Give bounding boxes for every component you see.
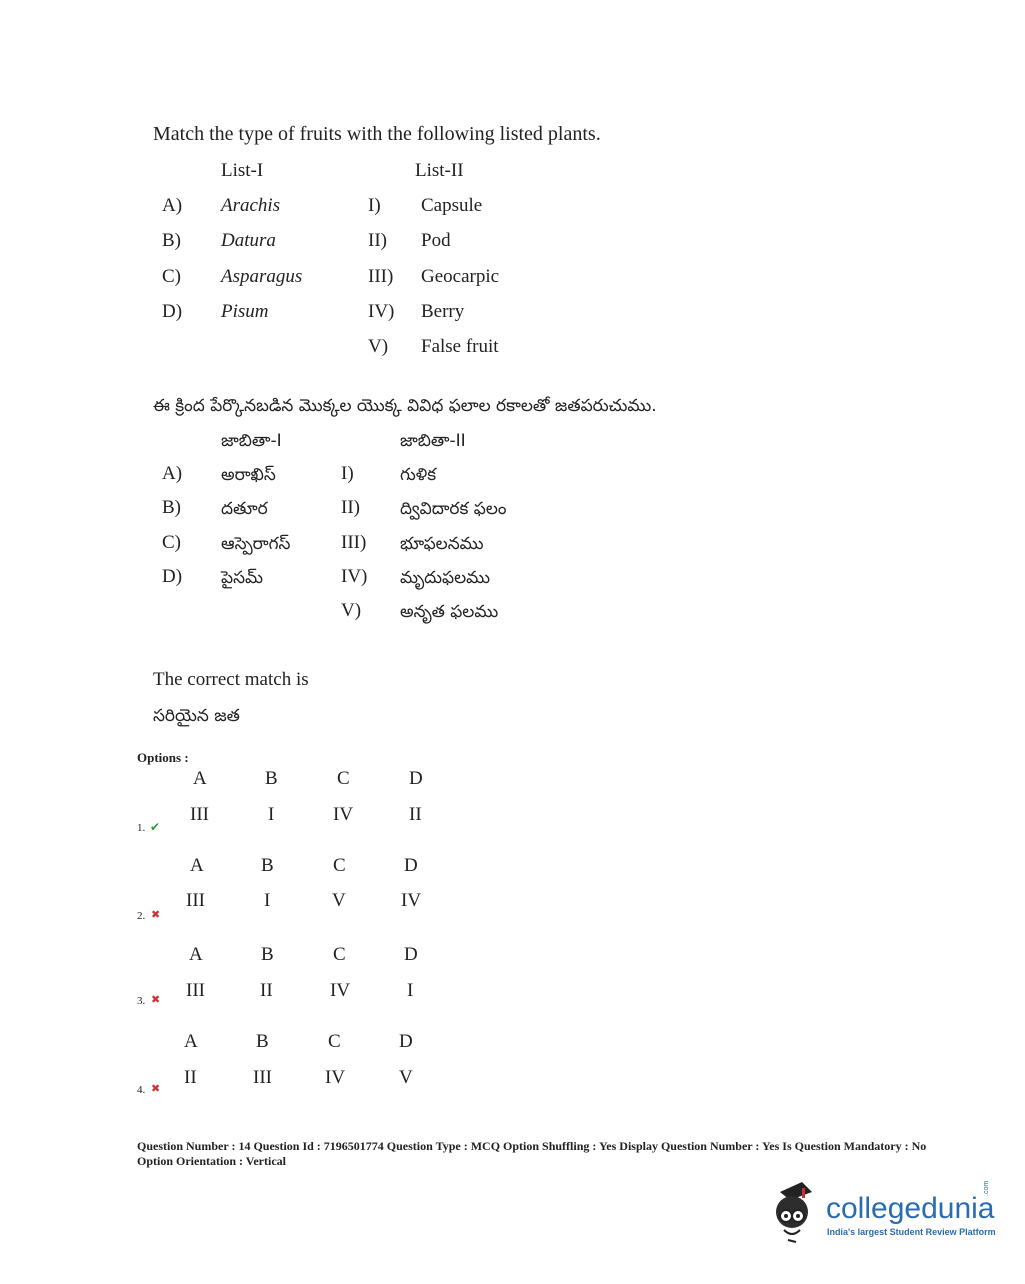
list1-item-telugu: పైసమ్	[221, 568, 264, 588]
option-value: II	[409, 804, 422, 825]
cross-icon: ✖	[151, 1083, 161, 1095]
list1-header: List-I	[221, 160, 264, 181]
mascot-icon	[766, 1178, 824, 1244]
list1-header-telugu: జాబితా-I	[221, 431, 282, 451]
option-header: D	[404, 855, 418, 876]
list2-header-telugu: జాబితా-II	[400, 431, 466, 451]
option-value: III	[186, 980, 205, 1001]
option-value: IV	[325, 1067, 346, 1088]
option-header: A	[189, 944, 203, 965]
option-number: 1.	[137, 822, 146, 834]
list2-item-telugu: మృదుఫలము	[400, 568, 491, 588]
list1-item: Asparagus	[221, 266, 303, 287]
list1-item: Datura	[221, 230, 276, 251]
option-header: C	[328, 1031, 341, 1052]
option-value: III	[186, 890, 205, 911]
list2-item-telugu: గుళిక	[400, 465, 437, 485]
list2-label: I)	[368, 195, 381, 216]
list1-item: Pisum	[221, 301, 269, 322]
option-header: C	[333, 855, 346, 876]
option-header: C	[337, 768, 350, 789]
option-value: I	[268, 804, 275, 825]
list2-item: False fruit	[421, 336, 499, 357]
option-header: D	[399, 1031, 413, 1052]
option-value: II	[184, 1067, 197, 1088]
option-header: D	[409, 768, 423, 789]
option-header: B	[265, 768, 278, 789]
option-value: III	[253, 1067, 272, 1088]
list1-label: A)	[162, 195, 183, 216]
logo-name: collegedunia	[826, 1192, 995, 1225]
option-header: B	[256, 1031, 269, 1052]
list1-label: D)	[162, 301, 183, 322]
list2-label: IV)	[368, 301, 395, 322]
list1-item: Arachis	[221, 195, 281, 216]
check-icon: ✔	[150, 820, 161, 834]
list2-item: Berry	[421, 301, 465, 322]
list2-label-telugu: V)	[341, 600, 362, 621]
option-header: B	[261, 944, 274, 965]
option-number: 3.	[137, 995, 146, 1007]
cross-icon: ✖	[151, 909, 161, 921]
list1-item-telugu: దతూర	[221, 499, 268, 519]
option-header: B	[261, 855, 274, 876]
option-value: I	[264, 890, 271, 911]
list2-label: II)	[368, 230, 387, 251]
option-value: III	[190, 804, 209, 825]
list2-label-telugu: IV)	[341, 566, 368, 587]
correct-match-prompt: The correct match is	[153, 669, 309, 690]
option-value: V	[332, 890, 346, 911]
options-label: Options :	[137, 750, 189, 765]
option-number: 2.	[137, 910, 146, 922]
list1-item-telugu: అరాఖిస్	[221, 465, 276, 485]
logo-suffix: .com	[983, 1180, 990, 1196]
list2-item: Capsule	[421, 195, 483, 216]
question-text-english: Match the type of fruits with the following listed plants.	[153, 123, 601, 145]
list2-item: Geocarpic	[421, 266, 500, 287]
option-value: I	[407, 980, 414, 1001]
question-text-telugu: ఈ క్రింద పేర్కొనబడిన మొక్కల యొక్క వివిధ ఫలాల రకాలతో జతపరుచుము.	[153, 396, 657, 416]
list1-item-telugu: ఆస్పెరాగస్	[221, 534, 291, 554]
option-value: II	[260, 980, 273, 1001]
option-header: D	[404, 944, 418, 965]
list1-label: C)	[162, 266, 181, 287]
list2-item: Pod	[421, 230, 451, 251]
option-header: C	[333, 944, 346, 965]
list1-label-telugu: C)	[162, 532, 181, 553]
option-value: V	[399, 1067, 413, 1088]
logo-tagline: India's largest Student Review Platform	[827, 1227, 996, 1237]
list2-item-telugu: అనృత ఫలము	[400, 602, 499, 622]
option-value: IV	[401, 890, 422, 911]
option-number: 4.	[137, 1084, 146, 1096]
list2-label: III)	[368, 266, 394, 287]
option-header: A	[190, 855, 204, 876]
list2-label-telugu: III)	[341, 532, 367, 553]
list2-item-telugu: ద్వివిదారక ఫలం	[400, 499, 507, 519]
list1-label: B)	[162, 230, 181, 251]
option-header: A	[193, 768, 207, 789]
list1-label-telugu: A)	[162, 463, 183, 484]
option-header: A	[184, 1031, 198, 1052]
list1-label-telugu: B)	[162, 497, 181, 518]
list2-item-telugu: భూఫలనము	[400, 534, 484, 554]
list1-label-telugu: D)	[162, 566, 183, 587]
cross-icon: ✖	[151, 994, 161, 1006]
option-value: IV	[330, 980, 351, 1001]
list2-label-telugu: II)	[341, 497, 360, 518]
list2-label-telugu: I)	[341, 463, 354, 484]
list2-label: V)	[368, 336, 389, 357]
question-meta: Question Number : 14 Question Id : 7196501774 Question Type : MCQ Option Shuffling : Yes Display Question Number : Yes Is Question Mandatory : No Option Orientation : Vertical	[137, 1139, 927, 1168]
correct-match-prompt-telugu: సరియైన జత	[153, 706, 240, 726]
list2-header: List-II	[415, 160, 464, 181]
option-value: IV	[333, 804, 354, 825]
